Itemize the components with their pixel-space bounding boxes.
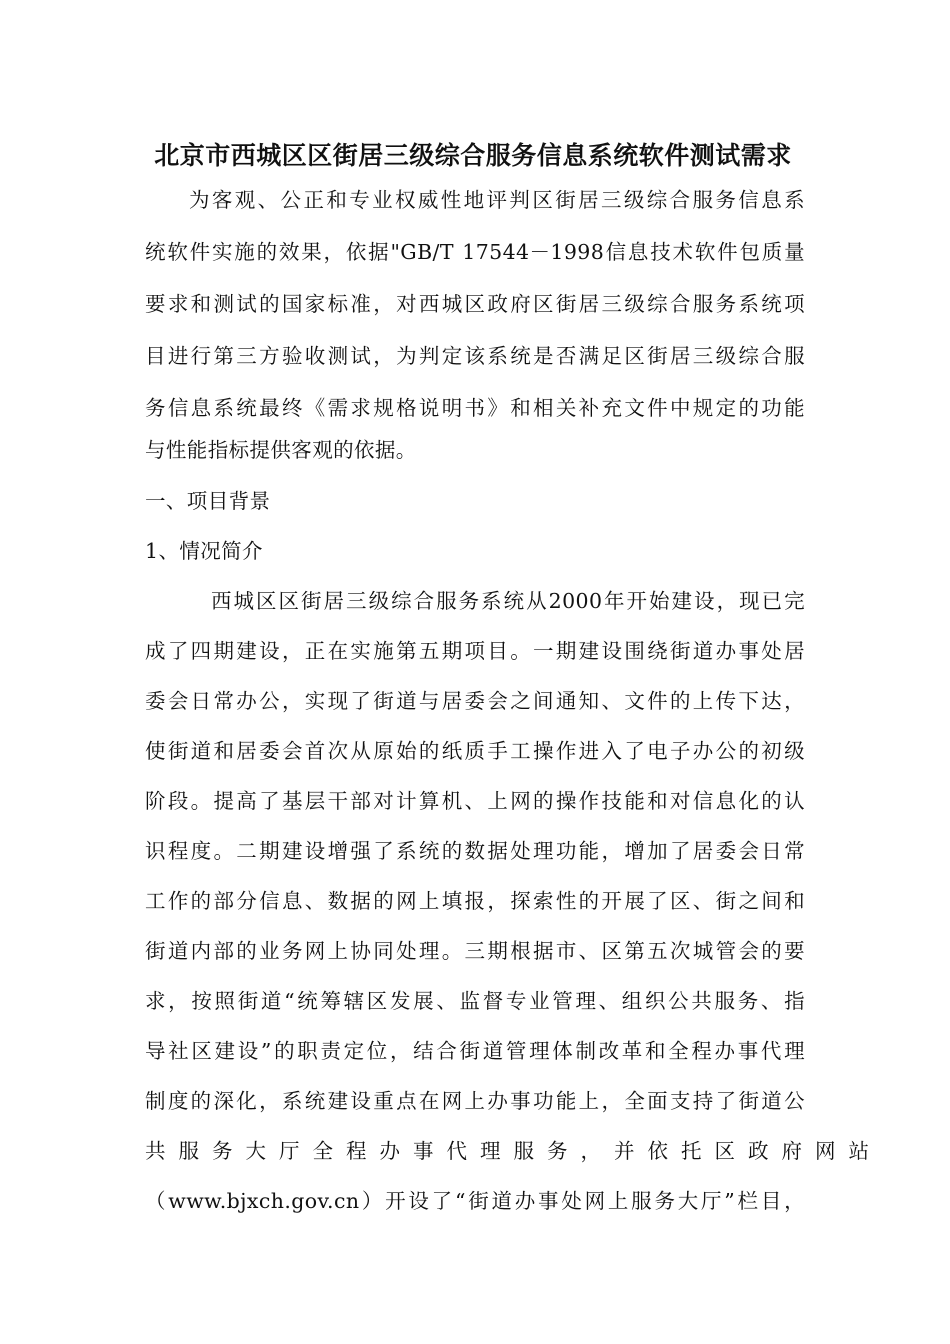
document-title: 北京市西城区区街居三级综合服务信息系统软件测试需求 — [154, 141, 792, 170]
intro-line: 与性能指标提供客观的依据。 — [145, 438, 417, 462]
body-line: 识程度。二期建设增强了系统的数据处理功能，增加了居委会日常 — [145, 839, 805, 863]
intro-line: 统软件实施的效果，依据"GB/T 17544－1998信息技术软件包质量 — [145, 240, 805, 264]
document-page — [145, 0, 882, 1344]
body-line: 使街道和居委会首次从原始的纸质手工操作进入了电子办公的初级 — [145, 739, 805, 763]
body-line: 导社区建设”的职责定位，结合街道管理体制改革和全程办事代理 — [145, 1039, 805, 1063]
body-line: 成了四期建设，正在实施第五期项目。一期建设围绕街道办事处居 — [145, 639, 805, 663]
intro-line: 务信息系统最终《需求规格说明书》和相关补充文件中规定的功能 — [145, 396, 805, 420]
intro-line: 要求和测试的国家标准，对西城区政府区街居三级综合服务系统项 — [145, 292, 805, 316]
body-line: 求，按照街道“统筹辖区发展、监督专业管理、组织公共服务、指 — [145, 989, 805, 1013]
body-line: 阶段。提高了基层干部对计算机、上网的操作技能和对信息化的认 — [145, 789, 805, 813]
body-line: 街道内部的业务网上协同处理。三期根据市、区第五次城管会的要 — [145, 939, 805, 963]
body-line: 西城区区街居三级综合服务系统从2000年开始建设，现已完 — [211, 589, 805, 613]
intro-line: 为客观、公正和专业权威性地评判区街居三级综合服务信息系 — [189, 188, 805, 212]
section-heading: 一、项目背景 — [145, 489, 271, 513]
body-line: 工作的部分信息、数据的网上填报，探索性的开展了区、街之间和 — [145, 889, 805, 913]
intro-line: 目进行第三方验收测试，为判定该系统是否满足区街居三级综合服 — [145, 344, 805, 368]
body-line: 委会日常办公，实现了街道与居委会之间通知、文件的上传下达， — [145, 689, 805, 713]
body-line: 共服务大厅全程办事代理服务，并依托区政府网站 — [145, 1139, 882, 1163]
subsection-heading: 1、情况简介 — [145, 539, 263, 563]
body-line: 制度的深化，系统建设重点在网上办事功能上，全面支持了街道公 — [145, 1089, 805, 1113]
body-line: （www.bjxch.gov.cn）开设了“街道办事处网上服务大厅”栏目， — [145, 1189, 805, 1213]
